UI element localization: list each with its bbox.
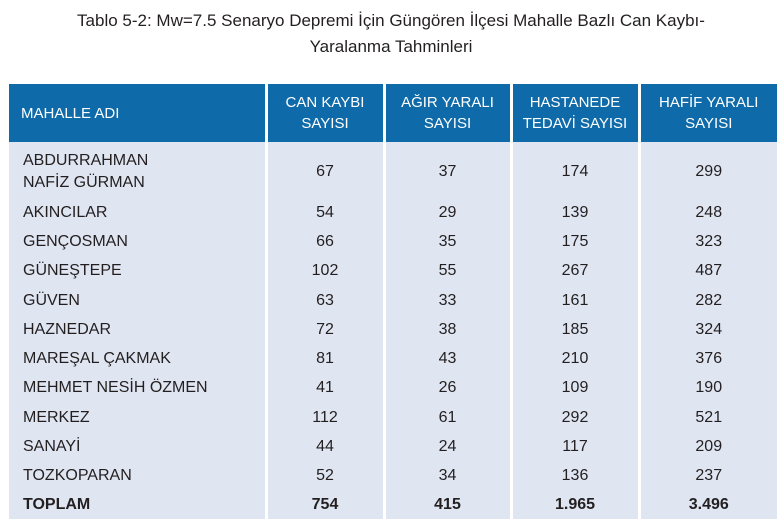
cell-hafif-yarali: 209: [639, 432, 777, 461]
cell-hafif-yarali: 190: [639, 374, 777, 403]
cell-agir-yarali: 38: [384, 315, 511, 344]
cell-can-kaybi: 81: [266, 344, 384, 373]
cell-hastanede: 109: [511, 374, 639, 403]
cell-hastanede: 175: [511, 227, 639, 256]
table-row: [9, 432, 777, 461]
table-row: [9, 344, 777, 373]
cell-agir-yarali: 33: [384, 286, 511, 315]
casualty-table: [9, 84, 777, 519]
cell-hastanede: 161: [511, 286, 639, 315]
table-row: [9, 462, 777, 491]
total-agir-yarali: 415: [384, 491, 511, 519]
cell-can-kaybi: 63: [266, 286, 384, 315]
cell-agir-yarali: 24: [384, 432, 511, 461]
cell-hastanede: 185: [511, 315, 639, 344]
row-name: TOZKOPARAN: [9, 462, 266, 491]
row-name: MAREŞAL ÇAKMAK: [9, 344, 266, 373]
cell-hafif-yarali: 487: [639, 257, 777, 286]
row-name: AKINCILAR: [9, 198, 266, 227]
cell-agir-yarali: 55: [384, 257, 511, 286]
cell-can-kaybi: 54: [266, 198, 384, 227]
table-row: [9, 286, 777, 315]
cell-hastanede: 174: [511, 142, 639, 198]
cell-can-kaybi: 67: [266, 142, 384, 198]
cell-agir-yarali: 29: [384, 198, 511, 227]
cell-hafif-yarali: 323: [639, 227, 777, 256]
cell-hafif-yarali: 248: [639, 198, 777, 227]
row-name: MERKEZ: [9, 403, 266, 432]
table-row: [9, 403, 777, 432]
header-hastanede-tedavi: HASTANEDE TEDAVİ SAYISI: [511, 84, 639, 142]
table-row: [9, 142, 777, 198]
table-row: [9, 315, 777, 344]
cell-hastanede: 210: [511, 344, 639, 373]
cell-hastanede: 139: [511, 198, 639, 227]
row-name: GÜNEŞTEPE: [9, 257, 266, 286]
cell-can-kaybi: 44: [266, 432, 384, 461]
cell-can-kaybi: 52: [266, 462, 384, 491]
cell-hastanede: 136: [511, 462, 639, 491]
cell-can-kaybi: 112: [266, 403, 384, 432]
cell-can-kaybi: 72: [266, 315, 384, 344]
cell-can-kaybi: 102: [266, 257, 384, 286]
row-name: GÜVEN: [9, 286, 266, 315]
table-row: [9, 198, 777, 227]
total-label: TOPLAM: [9, 491, 266, 519]
cell-hafif-yarali: 237: [639, 462, 777, 491]
cell-agir-yarali: 34: [384, 462, 511, 491]
cell-agir-yarali: 61: [384, 403, 511, 432]
row-name: ABDURRAHMAN NAFİZ GÜRMAN: [9, 142, 266, 198]
cell-hafif-yarali: 324: [639, 315, 777, 344]
total-hafif-yarali: 3.496: [639, 491, 777, 519]
caption-line-2: Yaralanma Tahminleri: [309, 37, 473, 56]
cell-can-kaybi: 41: [266, 374, 384, 403]
header-row: [9, 84, 777, 142]
cell-hafif-yarali: 521: [639, 403, 777, 432]
cell-agir-yarali: 43: [384, 344, 511, 373]
cell-agir-yarali: 26: [384, 374, 511, 403]
row-name: MEHMET NESİH ÖZMEN: [9, 374, 266, 403]
caption-line-1: Tablo 5-2: Mw=7.5 Senaryo Depremi İçin Güngören İlçesi Mahalle Bazlı Can Kaybı-: [77, 11, 705, 30]
header-agir-yarali: AĞIR YARALI SAYISI: [384, 84, 511, 142]
row-name: HAZNEDAR: [9, 315, 266, 344]
cell-hafif-yarali: 299: [639, 142, 777, 198]
table-row: [9, 374, 777, 403]
table-row: [9, 257, 777, 286]
total-can-kaybi: 754: [266, 491, 384, 519]
cell-agir-yarali: 37: [384, 142, 511, 198]
cell-hafif-yarali: 376: [639, 344, 777, 373]
cell-can-kaybi: 66: [266, 227, 384, 256]
cell-hastanede: 117: [511, 432, 639, 461]
cell-agir-yarali: 35: [384, 227, 511, 256]
row-name: SANAYİ: [9, 432, 266, 461]
table-row: [9, 227, 777, 256]
total-hastanede: 1.965: [511, 491, 639, 519]
cell-hastanede: 292: [511, 403, 639, 432]
header-mahalle-adi: MAHALLE ADI: [9, 84, 266, 142]
cell-hastanede: 267: [511, 257, 639, 286]
cell-hafif-yarali: 282: [639, 286, 777, 315]
table-caption: [0, 8, 782, 60]
header-hafif-yarali: HAFİF YARALI SAYISI: [639, 84, 777, 142]
total-row: [9, 491, 777, 519]
row-name: GENÇOSMAN: [9, 227, 266, 256]
header-can-kaybi: CAN KAYBI SAYISI: [266, 84, 384, 142]
